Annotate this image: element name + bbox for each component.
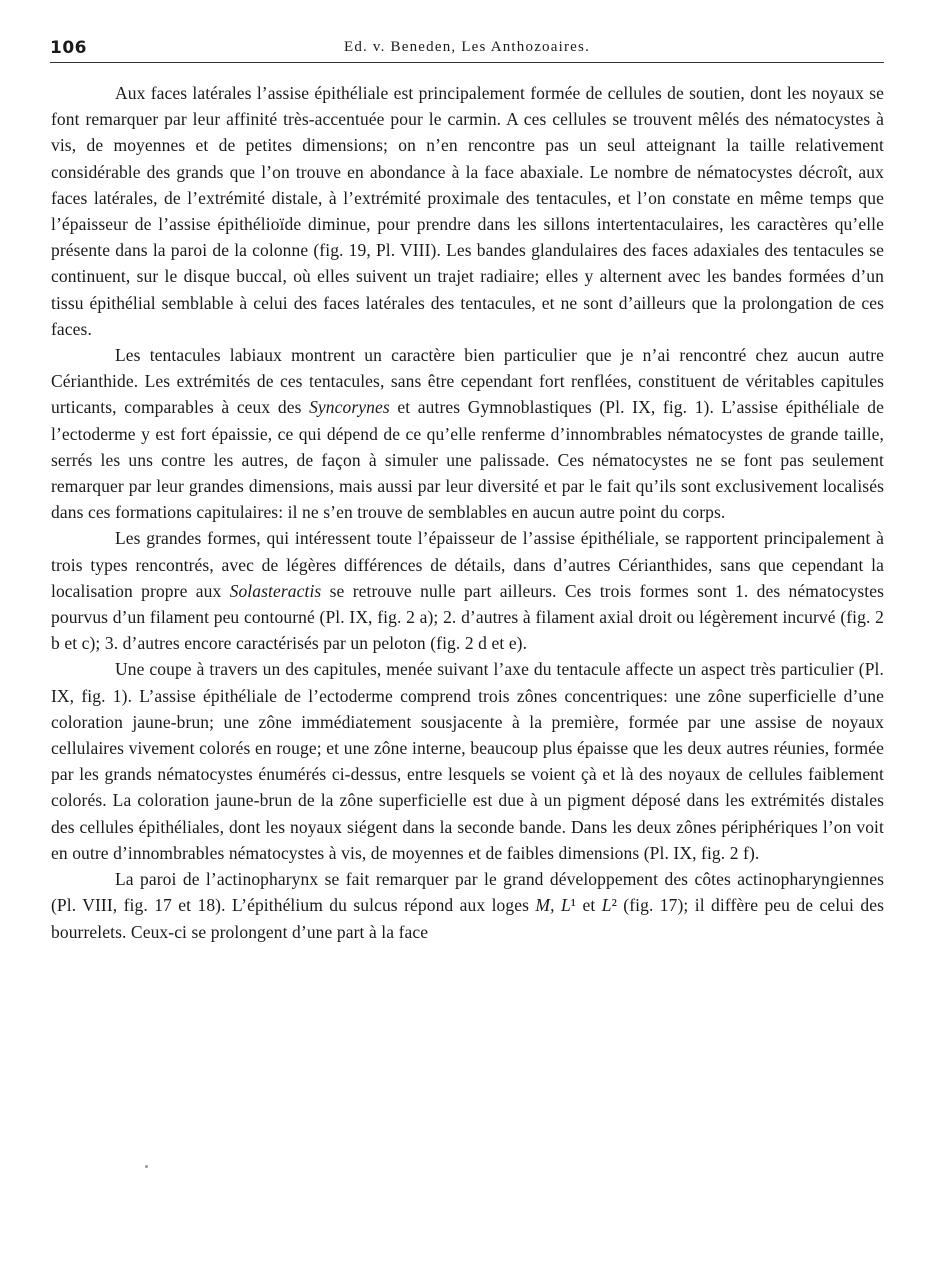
page-number: 106 (50, 38, 87, 58)
text-run: se retrouve nulle part ailleurs. Ces trois formes sont 1. des nématocystes pourvus d’un filament peu contourné (Pl. IX, fig. 2 a); 2. d’autres à filament axial droit ou légèrement incurvé (fig. 2 b et c); 3. d’autres encore caractérisés par un peloton (fig. 2 d et e). (51, 580, 884, 654)
italic-term: L (601, 895, 612, 916)
text-run: ¹ et (570, 895, 602, 916)
running-title: Ed. v. Beneden, Les Anthozoaires. (343, 39, 591, 55)
paragraph (51, 342, 884, 525)
text-run: Les tentacules labiaux montrent un caractère bien particulier que je n’ai rencontré chez aucun autre Cérianthide. Les extrémités de ces tentacules, sans être cependant fort renflées, constituent de véritables capitules urticants, comparables à ceux des (51, 345, 884, 418)
text-run: Aux faces latérales l’assise épithéliale est principalement formée de cellules de soutien, dont les noyaux se font remarquer par leur affinité très-accentuée pour le carmin. A ces cellules se trouvent mêlés des nématocystes à vis, de moyennes et de petites dimensions; on n’en rencontre pas un seul atteignant la taille relativement considérable des grands que l’on trouve en abondance à la face abaxiale. Le nombre de nématocystes décroît, aux faces latérales, de l’extrémité distale, à l’extrémité proximale des tentacules, et l’on constate en même temps que l’épaisseur de l’assise épithélioïde diminue, pour prendre dans les sillons intertentaculaires, les caractères qu’elle présente dans la paroi de la colonne (fig. 19, Pl. VIII). Les bandes glandulaires des faces adaxiales des tentacules se continuent, sur le disque buccal, où elles suivent un trajet radiaire; elles y alternent avec les bandes formées d’un tissu épithélial semblable à celui des faces latérales des tentacules, et ne sont d’ailleurs que la prolongation de ces faces. (51, 83, 884, 339)
paragraph (51, 656, 884, 866)
paragraph (51, 80, 884, 342)
paragraph (51, 866, 884, 945)
page-header (50, 38, 884, 63)
text-run: Les grandes formes, qui intéressent toute l’épaisseur de l’assise épithéliale, se rapportent principalement à trois types rencontrés, avec de légères différences de détails, dans d’autres Cérianthides, sans que cependant la localisation propre aux (51, 528, 884, 601)
italic-term: M, L (535, 895, 571, 916)
text-run: La paroi de l’actinopharynx se fait remarquer par le grand développement des côtes actinopharyngiennes (Pl. VIII, fig. 17 et 18). L’épithélium du sulcus répond aux loges (51, 869, 884, 916)
text-run: et autres Gymnoblastiques (Pl. IX, fig. 1). L’assise épithéliale de l’ectoderme y est fort épaissie, ce qui dépend de ce qu’elle renferme d’innombrables nématocystes de grande taille, serrés les uns contre les autres, de façon à simuler une palissade. Ces nématocystes ne se font pas seulement remarquer par leur grandes dimensions, mais aussi par leur diversité et par le fait qu’ils sont exclusivement localisés dans ces formations capitulaires: il ne s’en trouve de semblables en aucun autre point du corps. (51, 397, 884, 523)
body-text (51, 80, 884, 945)
paragraph (51, 525, 884, 656)
text-run: ² (fig. 17); il diffère peu de celui des bourrelets. Ceux-ci se prolongent d’une part à la face (51, 895, 884, 942)
scan-speck (145, 1165, 148, 1168)
italic-term: Solasteractis (229, 580, 322, 601)
italic-term: Syncorynes (309, 397, 390, 418)
text-run: Une coupe à travers un des capitules, menée suivant l’axe du tentacule affecte un aspect très particulier (Pl. IX, fig. 1). L’assise épithéliale de l’ectoderme comprend trois zônes concentriques: une zône superficielle d’une coloration jaune-brun; une zône immédiatement sousjacente à la première, formée par une assise de noyaux cellulaires vivement colorés en rouge; et une zône interne, beaucoup plus épaisse que les deux autres réunies, formée par les grands nématocystes énumérés ci-dessus, entre lesquels se voient çà et là des noyaux de cellules faiblement colorés. La coloration jaune-brun de la zône superficielle est due à un pigment déposé dans les extrémités distales des cellules épithéliales, dont les noyaux siégent dans la seconde bande. Dans les deux zônes périphériques l’on voit en outre d’innombrables nématocystes à vis, de moyennes et de faibles dimensions (Pl. IX, fig. 2 f). (51, 659, 884, 863)
